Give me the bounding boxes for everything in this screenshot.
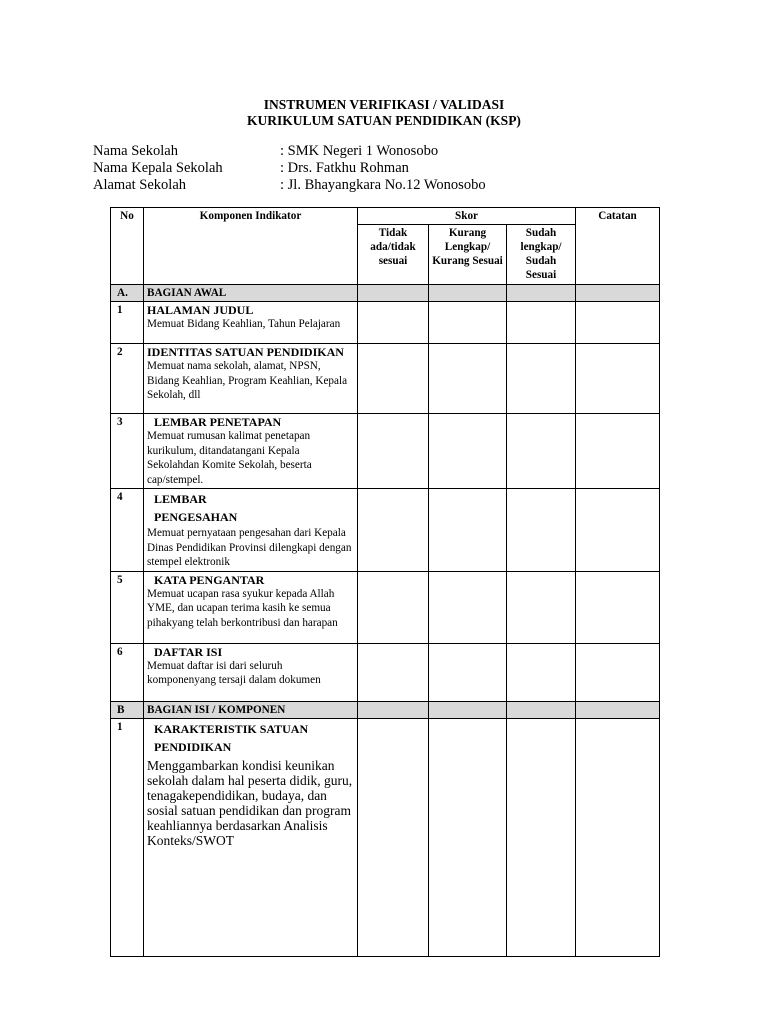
row-desc: Memuat Bidang Keahlian, Tahun Pelajaran <box>147 318 341 330</box>
score-cell[interactable] <box>429 489 507 572</box>
info-value-address: : Jl. Bhayangkara No.12 Wonosobo <box>280 177 486 193</box>
score-cell[interactable] <box>358 302 429 344</box>
document-title-line1: INSTRUMEN VERIFIKASI / VALIDASI <box>263 97 505 112</box>
notes-cell[interactable] <box>576 414 660 489</box>
score-cell[interactable] <box>429 414 507 489</box>
row-title: DAFTAR ISI <box>154 644 223 659</box>
score-cell[interactable] <box>507 718 576 956</box>
header-skor: Skor <box>358 208 576 225</box>
info-value-principal: : Drs. Fatkhu Rohman <box>280 160 409 176</box>
header-no: No <box>111 208 144 285</box>
score-cell[interactable] <box>507 489 576 572</box>
row-no: 6 <box>111 643 144 701</box>
info-value-school-name: : SMK Negeri 1 Wonosobo <box>280 143 439 159</box>
header-komponen: Komponen Indikator <box>144 208 358 285</box>
score-cell[interactable] <box>429 718 507 956</box>
score-cell[interactable] <box>429 571 507 643</box>
notes-cell[interactable] <box>576 718 660 956</box>
info-label-address: Alamat Sekolah <box>93 177 187 193</box>
row-title: KARAKTERISTIK SATUAN PENDIDIKAN <box>154 721 309 754</box>
header-skor-tidak: Tidak ada/tidak sesuai <box>358 225 429 285</box>
notes-cell[interactable] <box>576 344 660 414</box>
score-cell[interactable] <box>507 571 576 643</box>
row-no: 3 <box>111 414 144 489</box>
row-desc: Memuat ucapan rasa syukur kepada Allah YME, dan ucapan terima kasih ke semua pihakyang telah berkontribusi dan harapan <box>147 587 338 629</box>
score-cell[interactable] <box>358 344 429 414</box>
table-row <box>111 718 660 956</box>
score-cell[interactable] <box>429 643 507 701</box>
score-cell[interactable] <box>507 414 576 489</box>
row-title: HALAMAN JUDUL <box>147 303 254 317</box>
score-cell[interactable] <box>507 344 576 414</box>
row-komponen <box>144 489 358 572</box>
row-title: LEMBAR PENGESAHAN <box>154 492 238 524</box>
notes-cell[interactable] <box>576 571 660 643</box>
table-row <box>111 344 660 414</box>
score-cell[interactable] <box>507 643 576 701</box>
row-desc: Menggambarkan kondisi keunikan sekolah dalam hal peserta didik, guru, tenagakependidikan, budaya, dan sosial satuan pendidikan dan program keahliannya berdasarkan Analisis Konteks/SWOT <box>147 757 353 848</box>
notes-cell[interactable] <box>576 302 660 344</box>
row-title: LEMBAR PENETAPAN <box>154 415 282 429</box>
section-b-no: B <box>111 701 144 718</box>
row-komponen <box>144 344 358 414</box>
document-title-line2: KURIKULUM SATUAN PENDIDIKAN (KSP) <box>247 113 521 128</box>
section-row-a <box>111 285 660 302</box>
section-a-no: A. <box>111 285 144 302</box>
row-desc: Memuat nama sekolah, alamat, NPSN, Bidang Keahlian, Program Keahlian, Kepala Sekolah, dll <box>147 360 348 401</box>
score-cell[interactable] <box>358 718 429 956</box>
header-catatan: Catatan <box>576 208 660 285</box>
row-no: 2 <box>111 344 144 414</box>
row-desc: Memuat daftar isi dari seluruh komponenyang tersaji dalam dokumen <box>147 659 321 686</box>
table-row <box>111 302 660 344</box>
section-b-label: BAGIAN ISI / KOMPONEN <box>144 701 358 718</box>
row-no: 1 <box>111 718 144 956</box>
section-a-label: BAGIAN AWAL <box>144 285 358 302</box>
section-row-b <box>111 701 660 718</box>
score-cell[interactable] <box>429 344 507 414</box>
table-row <box>111 414 660 489</box>
row-komponen <box>144 302 358 344</box>
info-label-school-name: Nama Sekolah <box>93 143 178 159</box>
row-komponen <box>144 643 358 701</box>
row-no: 5 <box>111 571 144 643</box>
score-cell[interactable] <box>358 643 429 701</box>
score-cell[interactable] <box>358 414 429 489</box>
row-no: 4 <box>111 489 144 572</box>
row-no: 1 <box>111 302 144 344</box>
score-cell[interactable] <box>507 302 576 344</box>
header-skor-kurang: Kurang Lengkap/ Kurang Sesuai <box>429 225 507 285</box>
row-title: KATA PENGANTAR <box>154 572 265 587</box>
row-title: IDENTITAS SATUAN PENDIDIKAN <box>147 345 344 359</box>
row-desc: Memuat pernyataan pengesahan dari Kepala Dinas Pendidikan Provinsi dilengkapi dengan stempel elektronik <box>147 527 352 568</box>
notes-cell[interactable] <box>576 643 660 701</box>
header-skor-sudah: Sudah lengkap/ Sudah Sesuai <box>507 225 576 285</box>
row-komponen <box>144 718 358 956</box>
row-desc: Memuat rumusan kalimat penetapan kurikulum, ditandatangani Kepala Sekolahdan Komite Sekolah, beserta cap/stempel. <box>147 430 312 486</box>
table-row <box>111 643 660 701</box>
info-label-principal: Nama Kepala Sekolah <box>93 160 223 176</box>
table-row <box>111 489 660 572</box>
row-komponen <box>144 571 358 643</box>
verification-table <box>110 207 660 957</box>
score-cell[interactable] <box>358 489 429 572</box>
notes-cell[interactable] <box>576 489 660 572</box>
row-komponen <box>144 414 358 489</box>
table-row <box>111 571 660 643</box>
score-cell[interactable] <box>358 571 429 643</box>
score-cell[interactable] <box>429 302 507 344</box>
